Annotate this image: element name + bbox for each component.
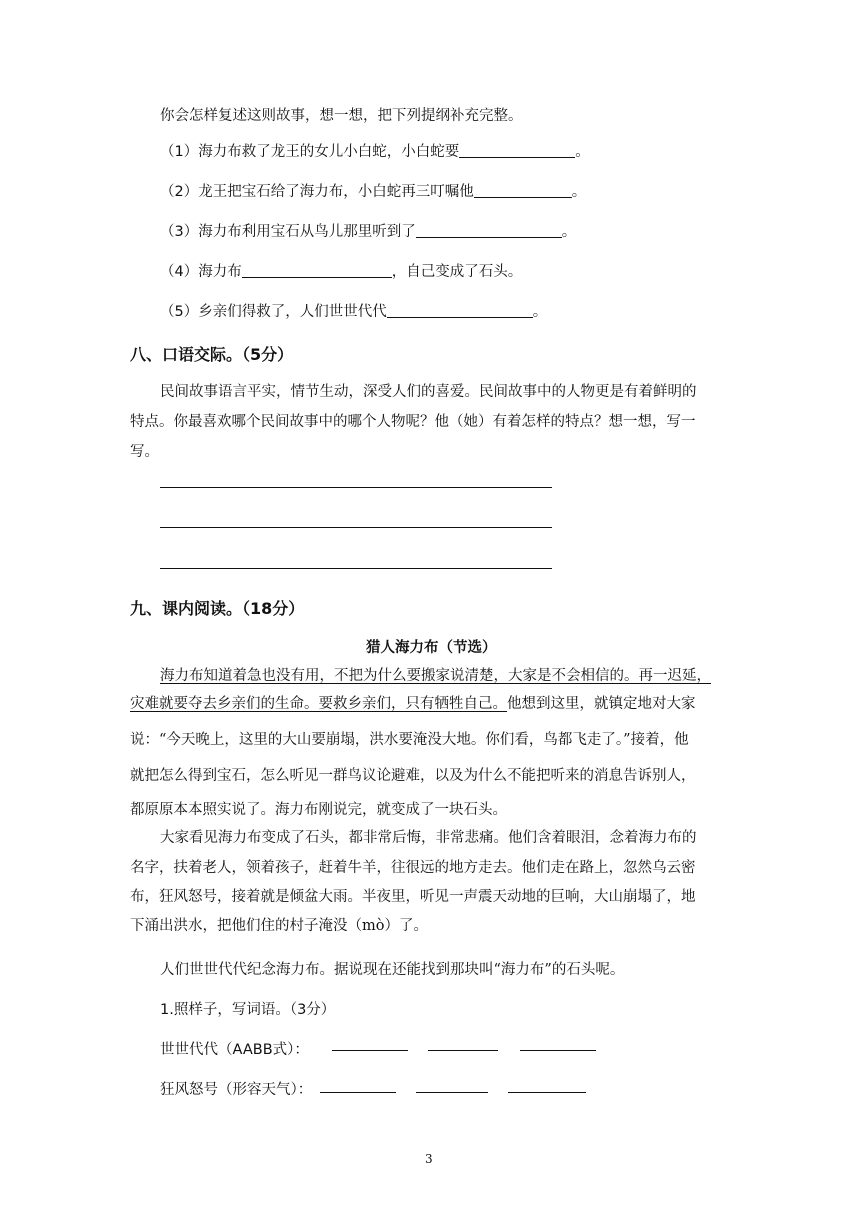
outline-item-end: 。 xyxy=(532,304,548,320)
passage-line: 下涌出洪水，把他们住的村子淹没（mò）了。 xyxy=(130,918,428,934)
underlined-sentence: 灾难就要夺去乡亲们的生命。要救乡亲们，只有牺牲自己。 xyxy=(130,696,507,712)
passage-line: 说：“今天晚上，这里的大山要崩塌，洪水要淹没大地。你们看，鸟都飞走了。”接着，他 xyxy=(130,732,689,748)
answer-blank[interactable] xyxy=(416,236,562,238)
passage-line: 都原原本本照实说了。海力布刚说完，就变成了一块石头。 xyxy=(130,802,507,818)
passage-title: 猎人海力布（节选） xyxy=(366,640,497,656)
section-9-title: 九、课内阅读。（18分） xyxy=(130,599,305,618)
question-1-prompt-a: 世世代代（AABB式）： xyxy=(160,1042,309,1058)
section-8-paragraph-line: 民间故事语言平实，情节生动，深受人们的喜爱。民间故事中的人物更是有着鲜明的 xyxy=(160,384,697,400)
passage-line xyxy=(130,692,696,713)
answer-blank[interactable] xyxy=(520,1050,596,1051)
outline-item-text: （3）海力布利用宝石从鸟儿那里听到了 xyxy=(160,224,416,240)
outline-item-3 xyxy=(160,220,576,241)
passage-line: 布，狂风怒号，接着就是倾盆大雨。半夜里，听见一声震天动地的巨响，大山崩塌了，地 xyxy=(130,889,696,905)
outline-item-text: （4）海力布 xyxy=(160,264,242,280)
outline-item-text: （1）海力布救了龙王的女儿小白蛇，小白蛇要 xyxy=(160,144,460,160)
outline-item-1 xyxy=(160,140,590,161)
outline-item-end: 。 xyxy=(561,224,577,240)
underlined-sentence: 海力布知道着急也没有用，不把为什么要搬家说清楚，大家是不会相信的。再一迟延， xyxy=(160,668,711,684)
outline-item-4 xyxy=(160,260,522,281)
passage-line: 就把怎么得到宝石，怎么听见一群鸟议论避难，以及为什么不能把听来的消息告诉别人， xyxy=(130,768,696,784)
question-1-prompt-b: 狂风怒号（形容天气）： xyxy=(160,1082,313,1098)
outline-item-end: 。 xyxy=(575,144,590,160)
answer-blank[interactable] xyxy=(459,156,575,158)
section-8-title: 八、口语交际。（5分） xyxy=(130,345,294,364)
answer-blank[interactable] xyxy=(474,196,572,198)
writing-line[interactable] xyxy=(160,487,552,488)
outline-item-end: ，自己变成了石头。 xyxy=(391,264,523,280)
page-number: 3 xyxy=(425,1152,433,1166)
answer-blank[interactable] xyxy=(416,1092,488,1093)
outline-item-5 xyxy=(160,300,547,321)
outline-item-2 xyxy=(160,180,586,201)
answer-blank[interactable] xyxy=(320,1092,396,1093)
answer-blank[interactable] xyxy=(387,316,533,318)
writing-line[interactable] xyxy=(160,527,552,528)
section-8-paragraph-line: 特点。你最喜欢哪个民间故事中的哪个人物呢？他（她）有着怎样的特点？想一想，写一 xyxy=(130,414,696,430)
outline-item-text: （5）乡亲们得救了，人们世世代代 xyxy=(160,304,387,320)
passage-line: 名字，扶着老人，领着孩子，赶着牛羊，往很远的地方走去。他们走在路上，忽然乌云密 xyxy=(130,860,696,876)
passage-line: 人们世世代代纪念海力布。据说现在还能找到那块叫“海力布”的石头呢。 xyxy=(160,962,625,978)
answer-blank[interactable] xyxy=(508,1092,586,1093)
outline-item-end: 。 xyxy=(571,184,587,200)
answer-blank[interactable] xyxy=(332,1050,408,1051)
question-1: 1.照样子，写词语。（3分） xyxy=(160,1002,336,1018)
answer-blank[interactable] xyxy=(428,1050,498,1051)
outline-intro: 你会怎样复述这则故事，想一想，把下列提纲补充完整。 xyxy=(160,108,523,124)
answer-blank[interactable] xyxy=(242,276,392,278)
writing-line[interactable] xyxy=(160,568,552,569)
passage-line: 大家看见海力布变成了石头，都非常后悔，非常悲痛。他们含着眼泪，念着海力布的 xyxy=(160,830,697,846)
section-8-paragraph-line: 写。 xyxy=(130,444,159,460)
outline-item-text: （2）龙王把宝石给了海力布，小白蛇再三叮嘱他 xyxy=(160,184,474,200)
passage-text: 他想到这里，就镇定地对大家 xyxy=(507,696,696,712)
